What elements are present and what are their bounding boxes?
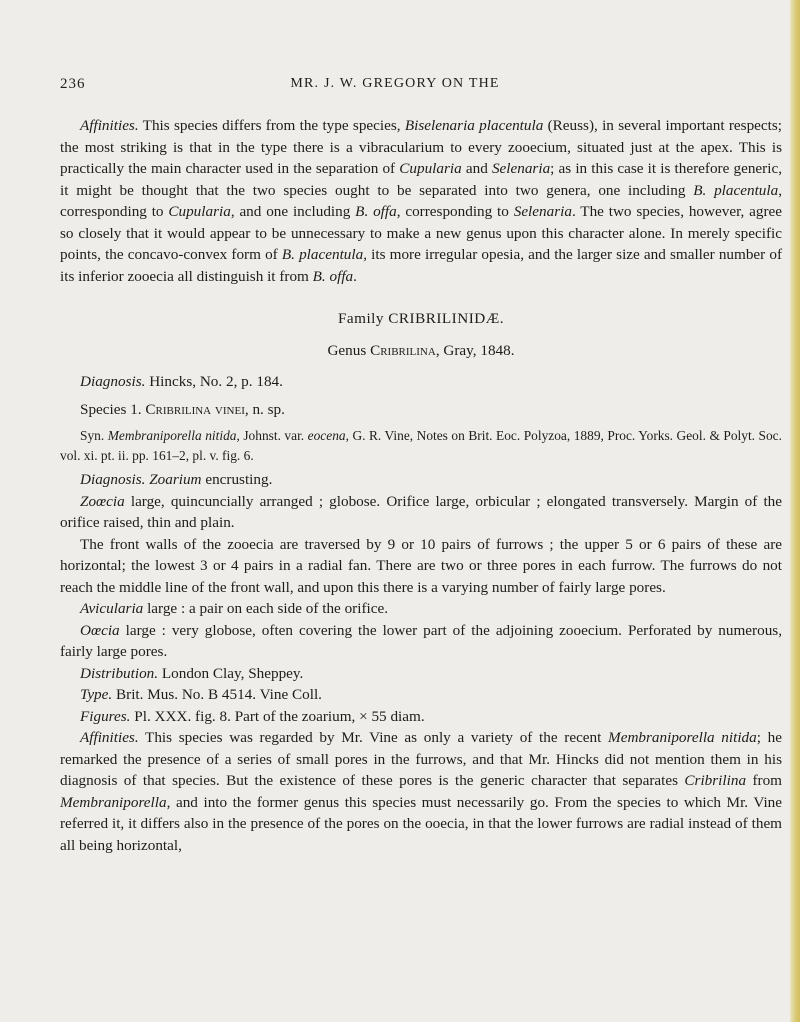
distribution-paragraph xyxy=(60,663,782,685)
text-run: London Clay, Sheppey. xyxy=(158,664,304,682)
text-run: , and into the former genus this species must necessarily go. From the species to which Mr. Vine referred it, it differs also in the presence of the pores on the ooecia, in that the lower furrows are radial instead of them all being horizontal, xyxy=(60,793,782,854)
text-run: , n. sp. xyxy=(244,400,285,418)
text-run: ; he remarked the presence of a series of small pores in the furrows, and that Mr. Hincks did not mention them in his diagnosis of that species. But the existence of these pores is the generic character that separates xyxy=(60,729,782,789)
term: Avicularia xyxy=(80,600,144,617)
diagnosis-label: Diagnosis. xyxy=(80,373,146,390)
text-run: large, quincuncially arranged ; globose. Orifice large, orbicular ; elongated transversely. Margin of the orifice raised, thin and plain. xyxy=(60,492,782,531)
term: Zoarium xyxy=(149,471,202,488)
term: Figures. xyxy=(80,707,131,725)
text-run: , and one including xyxy=(230,203,356,220)
zooecia-paragraph xyxy=(60,491,782,534)
type-paragraph xyxy=(60,684,782,706)
synonymy xyxy=(60,426,782,466)
taxon-name: Biselenaria placentula xyxy=(404,117,544,134)
text-run: . The two species, however, agree so closely that it would appear to be unnecessary to make a new genus upon this character alone. In merely specific points, the concavo-convex form of xyxy=(60,203,783,263)
text-run: , corresponding to xyxy=(60,181,782,220)
taxon-name: B. offa xyxy=(355,203,397,220)
species-diagnosis xyxy=(60,469,782,491)
affinities-paragraph xyxy=(60,115,782,287)
text-run: , corresponding to xyxy=(396,203,514,220)
taxon-name: Cribrilina xyxy=(684,772,747,789)
taxon-name: Membraniporella nitida xyxy=(608,729,757,746)
text-run: This species was regarded by Mr. Vine as only a variety of the recent xyxy=(138,729,609,746)
taxon-name: eocena xyxy=(307,428,346,443)
text-run: . xyxy=(353,267,357,285)
text-run: encrusting. xyxy=(201,471,273,488)
term: Zoœcia xyxy=(80,492,125,510)
genus-name: Cribrilina xyxy=(370,341,436,359)
affinities-paragraph-2 xyxy=(60,727,782,856)
text-run: , Johnst. var. xyxy=(236,428,308,443)
taxon-name: Cupularia xyxy=(399,160,462,177)
taxon-name: B. placentula xyxy=(281,246,364,263)
affinities-label: Affinities. xyxy=(80,729,139,746)
text-run: Syn. xyxy=(80,428,108,443)
taxon-name: Selenaria xyxy=(513,203,572,220)
term: Distribution. xyxy=(80,664,159,682)
genus-diagnosis xyxy=(60,371,782,393)
term: Type. xyxy=(80,686,113,703)
species-heading xyxy=(60,399,782,421)
text-run: from xyxy=(746,772,782,789)
front-walls-paragraph: The front walls of the zooecia are traversed by 9 or 10 pairs of furrows ; the upper 5 or 6 pairs of these are horizontal; the lowest 3 or 4 pairs in a radial fan. There are two or three pores in each furrow. The furrows do not reach the middle line of the front wall, and upon this there is a varying number of fairly large pores. xyxy=(60,535,782,596)
taxon-name: Membraniporella nitida xyxy=(107,428,237,443)
taxon-name: B. offa xyxy=(312,267,354,285)
text-run: This species differs from the type species, xyxy=(138,117,405,134)
text-run: (Reuss), in several important respects; the most striking is that in the type there is a vibracularium to every zooecium, situated just at the apex. This is practically the main character used in the separation of xyxy=(60,117,782,177)
figures-paragraph xyxy=(60,706,782,728)
taxon-name: B. placentula xyxy=(693,181,779,199)
text-run: Pl. XXX. fig. 8. Part of the zoarium, × 55 diam. xyxy=(130,707,425,725)
text-run: large : very globose, often covering the lower part of the adjoining zooecium. Perforated by numerous, fairly large pores. xyxy=(60,621,782,660)
avicularia-paragraph xyxy=(60,598,782,620)
text-run: Hincks, No. 2, p. 184. xyxy=(145,373,283,390)
affinities-label: Affinities. xyxy=(80,117,139,134)
text-run: Brit. Mus. No. B 4514. Vine Coll. xyxy=(112,686,322,703)
family-heading: Family CRIBRILINIDÆ. xyxy=(337,310,505,327)
species-name: Cribrilina vinei xyxy=(145,400,245,418)
page-header xyxy=(0,76,790,98)
taxon-name: Selenaria xyxy=(491,160,551,177)
term: Oœcia xyxy=(80,621,120,639)
genus-heading xyxy=(60,340,782,362)
taxon-name: Membraniporella xyxy=(60,793,167,811)
text-run: and xyxy=(461,160,492,177)
running-title: MR. J. W. GREGORY ON THE xyxy=(290,76,500,91)
text-run: , Gray, 1848. xyxy=(435,341,515,359)
text-run: Species 1. xyxy=(80,400,146,418)
ooecia-paragraph xyxy=(60,620,782,663)
taxon-name: Cupularia xyxy=(168,203,231,220)
text-run: ; as in this case it is therefore generic, it might be thought that the two species ought to be separated into two genera, one including xyxy=(60,160,782,199)
page-edge xyxy=(790,0,800,1022)
diagnosis-label: Diagnosis. xyxy=(80,471,146,488)
page-body xyxy=(60,115,782,856)
text-run: large : a pair on each side of the orifice. xyxy=(143,600,389,617)
text-run: , G. R. Vine, Notes on Brit. Eoc. Polyzoa, 1889, Proc. Yorks. Geol. & Polyt. Soc. vol. xi. pt. ii. pp. 161–2, pl. v. fig. 6. xyxy=(60,428,782,463)
page-number: 236 xyxy=(60,76,86,92)
text-run: Genus xyxy=(327,341,371,359)
text-run: , its more irregular opesia, and the larger size and smaller number of its inferior zooecia all distinguish it from xyxy=(60,246,783,285)
